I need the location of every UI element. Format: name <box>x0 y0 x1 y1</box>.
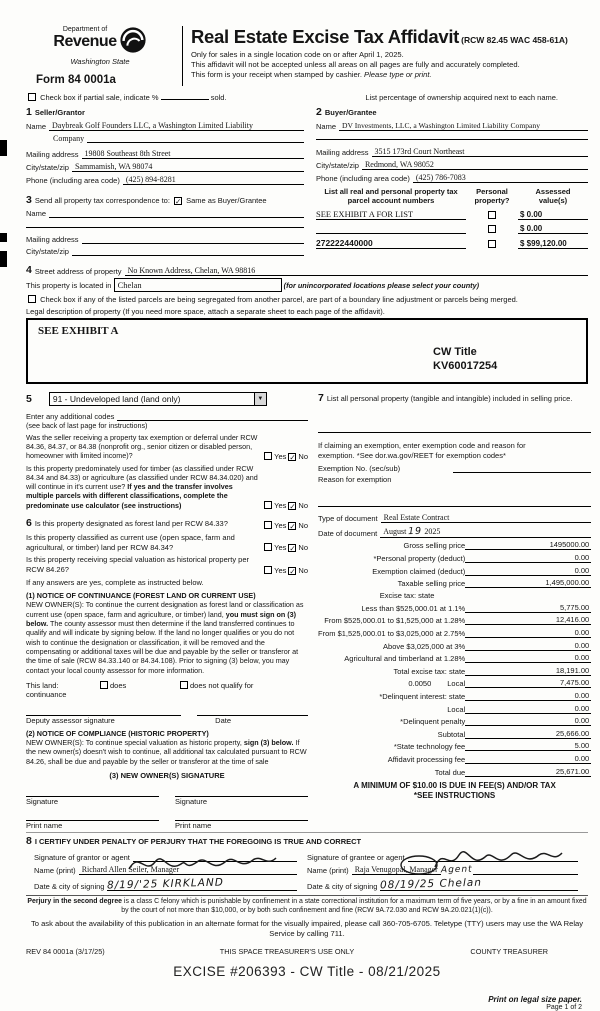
form-number: Form 84 0001a <box>36 74 116 86</box>
section7-number: 7 <box>318 392 324 404</box>
title-block <box>191 26 588 86</box>
county-input[interactable] <box>114 278 282 292</box>
doc-date-label: Date of document <box>318 528 378 538</box>
land-use-value: 91 - Undeveloped land (land only) <box>52 394 181 404</box>
yes-label: Yes <box>274 543 287 553</box>
county-note: (for unincorporated locations please select your county) <box>283 281 480 290</box>
section3-label: Send all property tax correspondence to: <box>34 196 170 205</box>
grantor-date-line[interactable] <box>107 878 297 891</box>
section2-number: 2 <box>316 106 322 118</box>
reason-exemption-label: Reason for exemption <box>318 474 392 484</box>
header <box>26 26 588 86</box>
deputy-assessor-line[interactable] <box>26 707 181 716</box>
blank-line <box>87 142 304 143</box>
seller-phone-value[interactable]: (425) 894-8281 <box>123 175 179 185</box>
title-rcw: (RCW 82.45 WAC 458-61A) <box>461 35 568 45</box>
blank-line <box>256 130 304 131</box>
fee-line <box>465 713 511 714</box>
agency-block <box>26 26 174 86</box>
partial-sale-left <box>26 93 227 102</box>
grantor-signing-block <box>26 847 307 891</box>
fee-line <box>465 549 511 550</box>
if-yes-note: If any answers are yes, complete as instructed below. <box>26 577 204 587</box>
no-label: No <box>298 451 308 461</box>
owner-signature-title: (3) NEW OWNER(S) SIGNATURE <box>109 771 225 781</box>
seller-name-value-2: Company <box>53 134 85 143</box>
legal-description-label: Legal description of property (If you need more space, attach a separate sheet to each page of the affidavit). <box>26 307 385 316</box>
print-note: Print on legal size paper. <box>488 994 582 1004</box>
yes-label: Yes <box>274 565 287 575</box>
fee-value[interactable]: 0.00 <box>511 704 591 714</box>
scan-artifact <box>0 233 7 242</box>
grantor-date-handwritten: 8/19/'25 KIRKLAND <box>107 876 225 892</box>
same-as-buyer-checkbox[interactable]: ✓ <box>175 197 182 206</box>
no-label: No <box>298 565 308 575</box>
rev-number: REV 84 0001a (3/17/25) <box>26 946 105 956</box>
continuance-row <box>26 681 308 699</box>
fee-value[interactable]: 7,475.00 <box>511 678 591 688</box>
assessed-value[interactable]: $ $99,120.00 <box>518 239 588 249</box>
fee-line <box>465 725 511 726</box>
street-address-value[interactable]: No Known Address, Chelan, WA 98816 <box>125 266 259 276</box>
fee-value[interactable]: 25,671.00 <box>511 767 591 777</box>
owner-sig-row <box>26 788 308 806</box>
buyer-section <box>304 106 588 256</box>
section8-number: 8 <box>26 835 32 848</box>
grantee-date-line[interactable] <box>380 878 578 891</box>
fee-table <box>318 540 591 776</box>
personal-col-header: Personal property? <box>474 187 510 205</box>
personal-property-checkbox[interactable] <box>488 225 496 233</box>
section5-number: 5 <box>26 393 32 405</box>
no-checkbox[interactable]: ✓ <box>289 522 296 532</box>
yes-checkbox[interactable] <box>264 543 272 551</box>
parcel-row <box>316 209 588 220</box>
seller-city-label: City/state/zip <box>26 163 69 172</box>
grantee-date-label: Date & city of signing <box>307 882 378 892</box>
footer-row <box>26 947 588 956</box>
fee-value[interactable]: 0.00 <box>511 641 591 651</box>
owner-signature-line[interactable] <box>175 788 308 797</box>
fee-label: Less than $525,000.01 at 1.1% <box>361 603 466 613</box>
grantee-signing-block <box>307 847 588 891</box>
owner-printname-line[interactable] <box>26 812 159 821</box>
owner-signature-line[interactable] <box>26 788 159 797</box>
owner-printname-line[interactable] <box>175 812 308 821</box>
assessor-date-line[interactable] <box>197 707 308 716</box>
fee-label: Local <box>447 704 466 714</box>
perjury-statement: Perjury in the second degree is a class C felony which is punishable by confinement in a state correctional institution for a maximum term of five years, or by a fine in an amount fixed by the court of not more than $10,000, or by both such confinement and fine (RCW 9A.72.030 and RCW 9A.20.021(1)(c)). <box>26 895 588 916</box>
no-checkbox[interactable]: ✓ <box>289 566 296 576</box>
no-checkbox[interactable]: ✓ <box>289 452 296 462</box>
fee-label: *Personal property (deduct) <box>373 554 466 564</box>
fee-line <box>465 700 511 701</box>
dor-logo-icon <box>119 26 147 56</box>
fee-line <box>465 776 511 777</box>
forest-land-text: 6 Is this property designated as forest land per RCW 84.33? <box>26 516 228 529</box>
page-number: Page 1 of 2 <box>546 1003 582 1011</box>
fee-value[interactable]: 25,666.00 <box>511 729 591 739</box>
corr-city-line[interactable] <box>72 255 304 256</box>
excise-tax-state-header: Excise tax: state <box>379 591 435 601</box>
owner-sig-col-2 <box>175 788 308 806</box>
seller-section <box>26 106 304 256</box>
owner-print-col-1 <box>26 812 159 830</box>
grantee-name-label: Name (print) <box>307 866 349 876</box>
no-label: No <box>298 543 308 553</box>
fee-line <box>465 738 511 739</box>
fee-label: Taxable selling price <box>397 579 466 589</box>
seller-phone-label: Phone (including area code) <box>26 176 120 185</box>
personal-property-checkbox[interactable] <box>488 211 496 219</box>
section1-number: 1 <box>26 106 32 118</box>
seller-name-label: Name <box>26 122 47 131</box>
grantor-date-label: Date & city of signing <box>34 882 105 892</box>
grantee-name-value[interactable]: Raja Venugopal, Manager <box>352 865 441 875</box>
fee-label: From $1,525,000.01 to $3,025,000 at 2.75% <box>318 629 466 639</box>
same-as-buyer-label: Same as Buyer/Grantee <box>186 196 267 205</box>
no-checkbox[interactable]: ✓ <box>289 501 296 511</box>
ownership-note: List percentage of ownership acquired next to each name. <box>365 93 558 102</box>
fee-line <box>465 650 511 651</box>
blank-line <box>26 227 304 228</box>
fee-value[interactable]: 0.00 <box>511 566 591 576</box>
main-columns <box>26 388 588 830</box>
blank-line <box>174 158 304 159</box>
parcel-row <box>316 224 588 234</box>
page-title: Real Estate Excise Tax Affidavit <box>191 26 460 47</box>
current-use-yn <box>258 543 308 552</box>
seller-name-value[interactable]: Daybreak Golf Founders LLC, a Washington Limited Liability <box>49 121 256 131</box>
buyer-phone-value[interactable]: (425) 786-7083 <box>413 173 469 183</box>
fee-line <box>465 612 511 613</box>
fee-value[interactable]: 0.00 <box>511 628 591 638</box>
section3-number: 3 <box>26 194 32 206</box>
partial-sale-percent-line[interactable] <box>161 99 209 100</box>
parcel-number[interactable]: SEE EXHIBIT A FOR LIST <box>316 209 466 220</box>
does-label: does <box>110 681 127 691</box>
partial-sale-row <box>26 93 588 102</box>
notice2-body: NEW OWNER(S): To continue special valuation as historic property, sign (3) below. If the new owner(s) doesn't wish to continue, all additional tax calculated pursuant to RCW 84.26, shall be due and payable by the seller or transferor at the time of sale <box>26 738 307 766</box>
does-not-checkbox[interactable] <box>180 681 188 689</box>
parcel-table-header <box>316 187 588 205</box>
fee-value[interactable]: 5,775.00 <box>511 603 591 613</box>
does-not-label: does not qualify for <box>190 681 254 691</box>
forest-yn <box>258 521 308 530</box>
chevron-down-icon[interactable]: ▼ <box>254 393 266 405</box>
fee-value[interactable]: 0.00 <box>511 553 591 563</box>
blank-line <box>452 522 591 523</box>
dept-line2: Revenue <box>53 33 117 50</box>
yes-label: Yes <box>274 500 287 510</box>
buyer-phone-label: Phone (including area code) <box>316 174 410 183</box>
fee-label: Affidavit processing fee <box>387 754 466 764</box>
fee-value[interactable]: 12,416.00 <box>511 615 591 625</box>
left-column <box>26 388 308 830</box>
yes-label: Yes <box>274 451 287 461</box>
land-use-dropdown[interactable] <box>49 392 267 406</box>
fee-label: Exemption claimed (deduct) <box>372 566 466 576</box>
fee-value[interactable]: 1495000.00 <box>511 540 591 550</box>
fee-label: Subtotal <box>437 729 466 739</box>
exemption-no-label: Exemption No. (sec/sub) <box>318 463 401 473</box>
buyer-city-label: City/state/zip <box>316 161 359 170</box>
section2-title: Buyer/Grantee <box>324 108 377 117</box>
grantor-sig-label: Signature of grantor or agent <box>34 853 130 863</box>
fee-value[interactable]: 0.00 <box>511 691 591 701</box>
minimum-note: A MINIMUM OF $10.00 IS DUE IN FEE(S) AND/OR TAX *SEE INSTRUCTIONS <box>353 780 556 800</box>
corr-name-line[interactable] <box>49 217 304 218</box>
county-value: Chelan <box>117 280 142 290</box>
street-address-label: Street address of property <box>34 267 122 276</box>
signature-label: Signature <box>26 797 59 807</box>
subtitle-3-text: This form is your receipt when stamped by cashier. <box>191 70 365 79</box>
blank-line <box>316 139 588 140</box>
grantee-handwritten-note: Agent <box>440 864 473 876</box>
current-use-question <box>26 533 308 552</box>
tty-note: To ask about the availability of this publication in an alternate format for the visually impaired, please call 360-705-6705. Teletype (TTY) users may use the WA Relay Service by calling 711. <box>30 919 584 938</box>
timber-yn <box>258 501 308 510</box>
blank-line <box>258 275 588 276</box>
blank-line <box>155 171 304 172</box>
fee-label: From $525,000.01 to $1,525,000 at 1.28% <box>324 616 466 626</box>
seller-mailing-label: Mailing address <box>26 150 79 159</box>
fee-label: Agricultural and timberland at 1.28% <box>344 654 466 664</box>
blank-line <box>182 874 297 875</box>
historical-question <box>26 555 308 574</box>
doc-type-label: Type of document <box>318 513 378 523</box>
subtitle-2: This affidavit will not be accepted unless all areas on all pages are fully and accurately completed. <box>191 59 520 69</box>
fee-line <box>465 763 511 764</box>
fee-value[interactable]: 18,191.00 <box>511 666 591 676</box>
section8 <box>26 832 588 891</box>
assessed-col-header: Assessed value(s) <box>535 187 571 205</box>
blank-line <box>473 874 579 875</box>
fee-label: *Delinquent interest: state <box>379 692 466 702</box>
deputy-assessor-label: Deputy assessor signature <box>26 716 115 726</box>
fee-line <box>465 687 511 688</box>
title-company-stamp: CW Title KV60017254 <box>433 346 498 372</box>
fee-line <box>465 675 511 676</box>
exemption-note: If claiming an exemption, enter exemption code and reason for exemption. *See dor.wa.gov/REET for exemption codes* <box>318 440 526 460</box>
owner-sig-col-1 <box>26 788 159 806</box>
fee-line <box>465 575 511 576</box>
personal-property-line[interactable] <box>318 432 591 433</box>
fee-value[interactable]: 0.00 <box>511 653 591 663</box>
parcel-number[interactable]: 272222440000 <box>316 238 466 249</box>
corr-mailing-label: Mailing address <box>26 235 79 244</box>
doc-type-value[interactable]: Real Estate Contract <box>381 513 453 523</box>
grantor-signature-line[interactable] <box>133 861 297 862</box>
notice2-title: (2) NOTICE OF COMPLIANCE (HISTORIC PROPERTY) <box>26 729 209 739</box>
buyer-mailing-value[interactable]: 3515 173rd Court Northeast <box>372 147 468 157</box>
assessed-value[interactable]: $ 0.00 <box>518 224 588 234</box>
fee-value[interactable]: 0.00 <box>511 754 591 764</box>
partial-sale-sold: sold. <box>210 93 227 102</box>
dept-line1: Department of <box>62 26 108 33</box>
no-checkbox[interactable]: ✓ <box>289 544 296 554</box>
fee-label: *Delinquent penalty <box>400 717 466 727</box>
parcel-row <box>316 238 588 249</box>
dept-line3: Washington State <box>70 57 130 66</box>
fee-label: Gross selling price <box>403 541 466 551</box>
parcel-number[interactable] <box>316 224 466 234</box>
deputy-assessor-col <box>26 707 181 725</box>
subtitle-3-italic: Please type or print. <box>364 70 432 79</box>
grantee-signature-line[interactable] <box>408 861 578 862</box>
blank-line <box>543 130 588 131</box>
scan-artifact <box>0 140 7 156</box>
timber-question <box>26 464 308 510</box>
blank-line <box>443 537 591 538</box>
current-use-text: Is this property classified as current use (open space, farm and agricultural, or timber) land per RCW 84.34? <box>26 533 235 552</box>
certify-statement: I CERTIFY UNDER PENALTY OF PERJURY THAT THE FOREGOING IS TRUE AND CORRECT <box>34 837 362 847</box>
buyer-name-value[interactable]: DV Investments, LLC, a Washington Limited Liability Company <box>339 121 543 131</box>
exemption-yn <box>258 452 308 461</box>
exemption-no-line[interactable] <box>453 472 591 473</box>
exemption-question <box>26 433 308 461</box>
section3 <box>26 194 304 206</box>
fee-line <box>465 637 511 638</box>
buyer-name-label: Name <box>316 122 337 131</box>
this-land-label: This land: continuance <box>26 681 67 700</box>
yes-checkbox[interactable] <box>264 521 272 529</box>
grantor-name-value[interactable]: Richard Allen Seiler, Manager <box>79 865 182 875</box>
additional-codes-label: Enter any additional codes <box>26 412 115 421</box>
treasurer-space-label: THIS SPACE TREASURER'S USE ONLY <box>219 946 355 956</box>
print-name-label: Print name <box>26 821 63 831</box>
assessor-sig-row <box>26 707 308 725</box>
county-treasurer-label: COUNTY TREASURER <box>470 946 548 956</box>
blank-line <box>179 184 304 185</box>
corr-name-label: Name <box>26 209 47 218</box>
buyer-city-value[interactable]: Redmond, WA 98052 <box>362 160 437 170</box>
grantee-date-handwritten: 08/19/25 Chelan <box>380 876 483 892</box>
historical-yn <box>258 566 308 575</box>
section4 <box>26 264 588 384</box>
fee-value[interactable]: 5.00 <box>511 741 591 751</box>
right-column <box>308 388 591 830</box>
notice1-body: NEW OWNER(S): To continue the current designation as forest land or classification as current use (open space, farm and agriculture, or timber) land, you must sign on (3) below. The county assessor must then determine if the land transferred continues to qualify and will indicate by signing below. If the land no longer qualifies or you do not wish to continue the designation or classification, it will be removed and the compensating or additional taxes will be due and payable by the seller or transferor at the time of sale (RCW 84.33.140 or 84.34.108). Prior to signing (3) below, you may contact your local county assessor for more information. <box>26 600 304 675</box>
buyer-mailing-label: Mailing address <box>316 148 369 157</box>
section4-number: 4 <box>26 264 32 276</box>
blank-line <box>469 182 588 183</box>
seller-city-value[interactable]: Sammamish, WA 98074 <box>72 162 155 172</box>
yes-checkbox[interactable] <box>264 452 272 460</box>
blank-line <box>468 156 588 157</box>
excise-stamp: EXCISE #206393 - CW Title - 08/21/2025 <box>173 963 441 979</box>
fee-label: Total due <box>434 767 466 777</box>
signature-label: Signature <box>175 797 208 807</box>
segregated-checkbox[interactable] <box>28 295 36 303</box>
timber-question-text: Is this property predominately used for timber (as classified under RCW 84.34 and 84.33) or agriculture (as classified under RCW 84.34.020) and will continue in it's current use? If yes and the transfer involves multiple parcels with different classifications, complete the predominate use calculator (see instructions) <box>26 463 258 510</box>
legal-description-box[interactable] <box>26 318 588 384</box>
header-divider <box>182 26 183 86</box>
partial-sale-checkbox[interactable] <box>28 93 36 101</box>
print-name-label: Print name <box>175 821 212 831</box>
assessor-date-col <box>197 707 308 725</box>
exemption-question-text: Was the seller receiving a property tax exemption or deferral under RCW 84.36, 84.37, or 84.38 (nonprofit org., senior citizen or disabled person, homeowner with limited income)? <box>26 433 258 461</box>
grantor-name-label: Name (print) <box>34 866 76 876</box>
notice1-title: (1) NOTICE OF CONTINUANCE (FOREST LAND OR CURRENT USE) <box>26 591 256 601</box>
fee-label: *State technology fee <box>393 742 466 752</box>
section1-title: Seller/Grantor <box>34 108 85 117</box>
parties-columns <box>26 106 588 256</box>
fee-label: Above $3,025,000 at 3% <box>383 641 466 651</box>
local-rate-value: 0.0050 <box>408 679 432 689</box>
section7-label-wrap <box>318 392 591 406</box>
fee-value[interactable]: 0.00 <box>511 716 591 726</box>
fee-line <box>465 587 511 588</box>
subtitle-3 <box>191 70 588 80</box>
located-in-label: This property is located in <box>26 281 112 290</box>
seller-mailing-value[interactable]: 19808 Southeast 8th Street <box>82 149 174 159</box>
owner-print-col-2 <box>175 812 308 830</box>
owner-print-row <box>26 812 308 830</box>
yes-checkbox[interactable] <box>264 501 272 509</box>
personal-property-checkbox[interactable] <box>488 240 496 248</box>
forest-land-question <box>26 517 308 530</box>
doc-date-handwritten: 19 <box>408 525 423 538</box>
blank-line <box>318 506 591 507</box>
yes-checkbox[interactable] <box>264 566 272 574</box>
fee-line <box>465 624 511 625</box>
corr-city-label: City/state/zip <box>26 247 69 256</box>
yes-label: Yes <box>274 521 287 531</box>
assessed-value[interactable]: $ 0.00 <box>518 210 588 220</box>
doc-date-value[interactable]: August 19 2025 <box>380 526 443 538</box>
grantee-sig-label: Signature of grantee or agent <box>307 853 405 863</box>
does-not-option <box>178 681 253 699</box>
does-option <box>98 681 178 699</box>
parcel-col-header: List all real and personal property tax parcel account numbers <box>324 187 458 205</box>
legal-description-value: SEE EXHIBIT A <box>38 325 119 337</box>
fee-label: Local <box>447 679 466 689</box>
fee-label: Total excise tax: state <box>393 666 466 676</box>
segregated-label: Check box if any of the listed parcels are being segregated from another parcel, are part of a boundary line adjustment or parcels being merged. <box>40 295 518 304</box>
subtitle-1: Only for sales in a single location code on or after April 1, 2025. <box>191 49 404 59</box>
no-label: No <box>298 500 308 510</box>
no-label: No <box>298 521 308 531</box>
fee-line <box>465 562 511 563</box>
assessor-date-label: Date <box>215 716 232 726</box>
does-checkbox[interactable] <box>100 681 108 689</box>
scan-artifact <box>0 251 7 267</box>
personal-property-label: List all personal property (tangible and intangible) included in selling price. <box>326 394 573 403</box>
blank-line <box>437 169 588 170</box>
corr-mailing-line[interactable] <box>82 243 304 244</box>
historical-text: Is this property receiving special valuation as historical property per RCW 84.26? <box>26 555 250 574</box>
partial-sale-label: Check box if partial sale, indicate % <box>40 93 159 102</box>
additional-codes-note: (see back of last page for instructions) <box>26 421 148 430</box>
fee-line <box>465 662 511 663</box>
fee-value[interactable]: 1,495,000.00 <box>511 578 591 588</box>
fee-line <box>465 750 511 751</box>
